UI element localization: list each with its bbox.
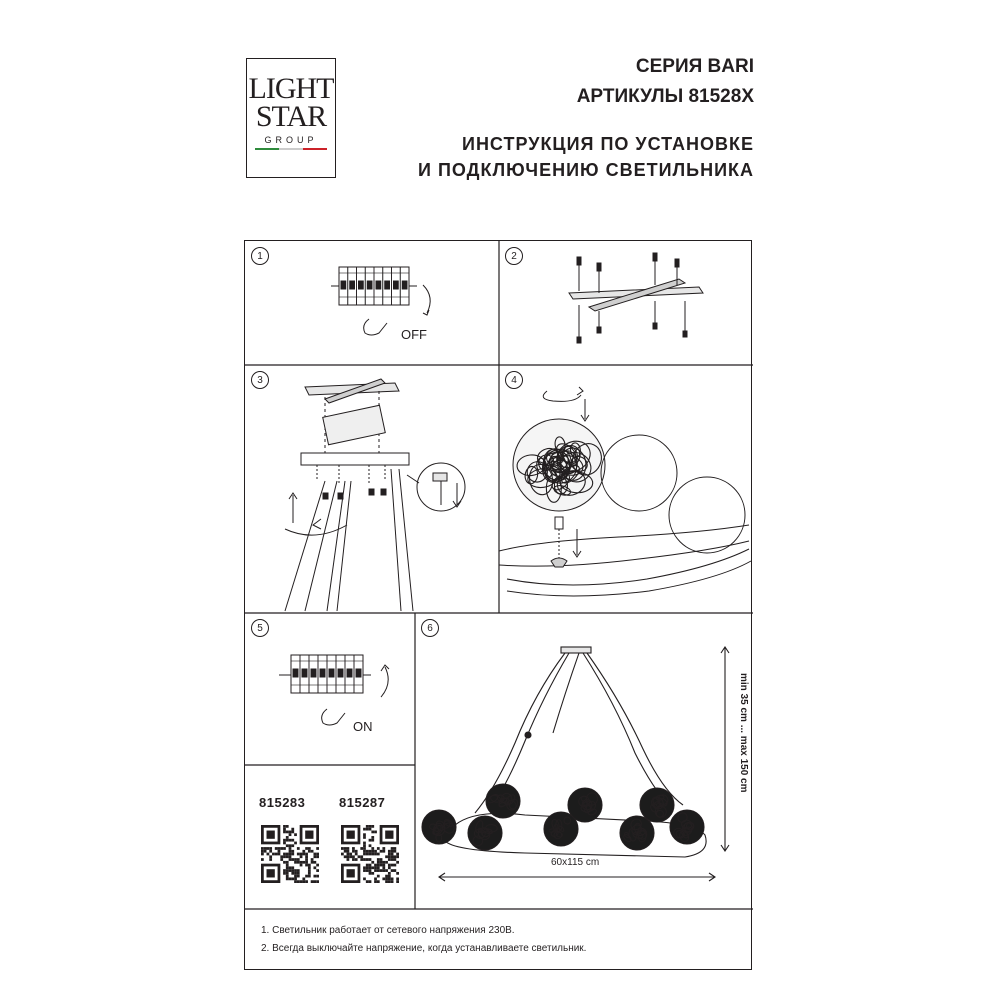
product-code-1: 815283 [259, 795, 306, 810]
mounting-bracket-illustration [499, 241, 753, 365]
qr-code-2 [341, 825, 399, 883]
instruction-title-line1: ИНСТРУКЦИЯ ПО УСТАНОВКЕ [462, 134, 754, 154]
articles-title: АРТИКУЛЫ 81528X [576, 86, 754, 107]
flag-red [303, 148, 327, 150]
product-code-2: 815287 [339, 795, 386, 810]
on-label: ON [353, 719, 373, 734]
step-5-number: 5 [251, 619, 269, 637]
series-title: СЕРИЯ BARI [635, 56, 754, 77]
flag-white [279, 148, 303, 150]
wiring-connection-illustration [245, 365, 499, 613]
breaker-switch-on-illustration [245, 613, 415, 765]
step-6-number: 6 [421, 619, 439, 637]
italian-flag-stripe [247, 148, 335, 150]
step-5-panel [245, 613, 415, 765]
step-6-panel [415, 613, 753, 909]
instruction-title-line2: И ПОДКЛЮЧЕНИЮ СВЕТИЛЬНИКА [418, 160, 754, 180]
instructions-frame [244, 240, 752, 970]
step-2-number: 2 [505, 247, 523, 265]
logo-line-star: STAR [255, 100, 327, 133]
step-4-panel [499, 365, 753, 613]
qr-code-1 [261, 825, 319, 883]
logo-line-group: GROUP [264, 135, 318, 145]
height-dimension: min 35 cm ... max 150 cm [738, 673, 749, 793]
brand-logo [246, 58, 336, 178]
logo-line-light: LIGHT [248, 72, 334, 105]
note-1: 1. Светильник работает от сетевого напряжения 230В. [261, 925, 515, 936]
breaker-switch-off-illustration [245, 241, 499, 365]
step-3-panel [245, 365, 499, 613]
off-label: OFF [401, 327, 427, 342]
product-codes-panel [245, 765, 415, 909]
note-2: 2. Всегда выключайте напряжение, когда устанавливаете светильник. [261, 943, 587, 954]
width-dimension: 60x115 cm [551, 857, 600, 868]
step-1-number: 1 [251, 247, 269, 265]
step-4-number: 4 [505, 371, 523, 389]
step-2-panel [499, 241, 753, 365]
shade-installation-illustration [499, 365, 753, 613]
step-1-panel [245, 241, 499, 365]
step-3-number: 3 [251, 371, 269, 389]
qr-codes [245, 765, 415, 909]
flag-green [255, 148, 279, 150]
